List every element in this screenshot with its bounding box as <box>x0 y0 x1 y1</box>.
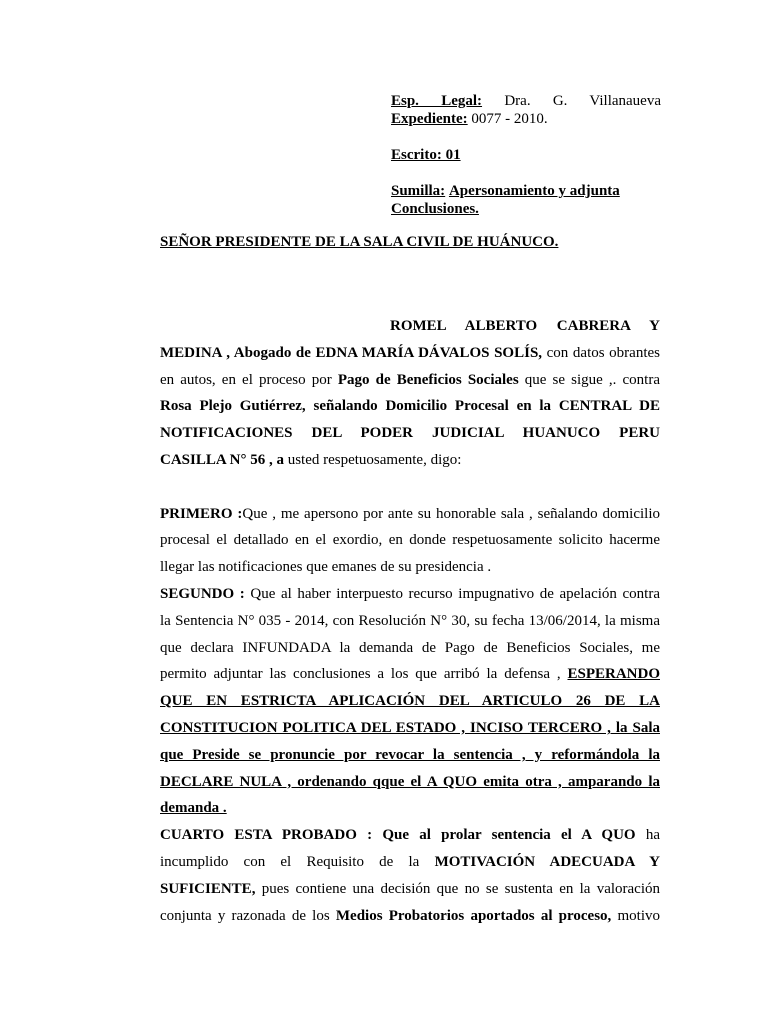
addressee-heading: SEÑOR PRESIDENTE DE LA SALA CIVIL DE HUÁNUCO. <box>160 234 559 250</box>
escrito-line <box>391 146 661 164</box>
primero-line-2: procesal el detallado en el exordio, en donde respetuosamente solicito hacerme <box>160 532 660 549</box>
sumilla-text-1: Apersonamiento y adjunta <box>448 183 620 199</box>
segundo-line-6: CONSTITUCION POLITICA DEL ESTADO , INCISO TERCERO , la Sala <box>160 719 660 736</box>
escrito-label: Escrito: 01 <box>391 147 461 163</box>
primero-label: PRIMERO : <box>160 505 243 522</box>
cuarto-line-1: CUARTO ESTA PROBADO : Que al prolar sentencia el A QUO ha <box>160 827 660 844</box>
segundo-line-3: que declara INFUNDADA la demanda de Pago de Beneficios Sociales, me <box>160 639 660 656</box>
cuarto-line-2: incumplido con el Requisito de la MOTIVACIÓN ADECUADA Y <box>160 853 660 870</box>
sumilla-line <box>391 182 661 200</box>
segundo-line-1: SEGUNDO : Que al haber interpuesto recurso impugnativo de apelación contra <box>160 585 660 602</box>
primero-line-3: llegar las notificaciones que emanes de su presidencia . <box>160 559 492 576</box>
segundo-line-8: DECLARE NULA , ordenando qque el A QUO emita otra , amparando la <box>160 773 660 790</box>
document-body <box>160 313 660 929</box>
intro-line-3: en autos, en el proceso por Pago de Beneficios Sociales que se sigue ,. contra <box>160 371 660 388</box>
intro-line-2: MEDINA , Abogado de EDNA MARÍA DÁVALOS SOLÍS, con datos obrantes <box>160 344 660 361</box>
expediente-value: 0077 - 2010. <box>471 111 548 127</box>
esp-legal-label: Esp. Legal: <box>391 93 483 109</box>
sumilla-text-2: Conclusiones. <box>391 201 479 217</box>
case-header <box>391 92 661 218</box>
intro-line-5: NOTIFICACIONES DEL PODER JUDICIAL HUANUCO PERU <box>160 425 660 442</box>
sumilla-label: Sumilla: <box>391 183 446 199</box>
cuarto-line-3: SUFICIENTE, pues contiene una decisión que no se sustenta en la valoración <box>160 880 660 897</box>
segundo-label: SEGUNDO : <box>160 585 245 602</box>
intro-line-4: Rosa Plejo Gutiérrez, señalando Domicilio Procesal en la CENTRAL DE <box>160 398 660 415</box>
esp-legal-line <box>391 92 661 110</box>
expediente-label: Expediente: <box>391 111 468 127</box>
primero-line-1: PRIMERO :Que , me apersono por ante su honorable sala , señalando domicilio <box>160 505 660 522</box>
segundo-line-5: QUE EN ESTRICTA APLICACIÓN DEL ARTICULO 26 DE LA <box>160 693 660 710</box>
intro-line-1: ROMEL ALBERTO CABRERA Y <box>390 318 660 334</box>
segundo-line-7: que Preside se pronuncie por revocar la sentencia , y reformándola la <box>160 746 660 763</box>
esp-legal-value: Dra. G. Villanaueva <box>504 93 661 109</box>
intro-line-6: CASILLA N° 56 , a usted respetuosamente, digo: <box>160 451 462 468</box>
segundo-line-9: demanda . <box>160 800 227 817</box>
segundo-line-2: la Sentencia N° 035 - 2014, con Resolución N° 30, su fecha 13/06/2014, la misma <box>160 612 660 629</box>
segundo-line-4: permito adjuntar las conclusiones a los que arribó la defensa , ESPERANDO <box>160 666 660 683</box>
cuarto-line-4: conjunta y razonada de los Medios Probatorios aportados al proceso, motivo <box>160 907 660 924</box>
expediente-line <box>391 110 661 128</box>
sumilla-line-2 <box>391 200 661 218</box>
